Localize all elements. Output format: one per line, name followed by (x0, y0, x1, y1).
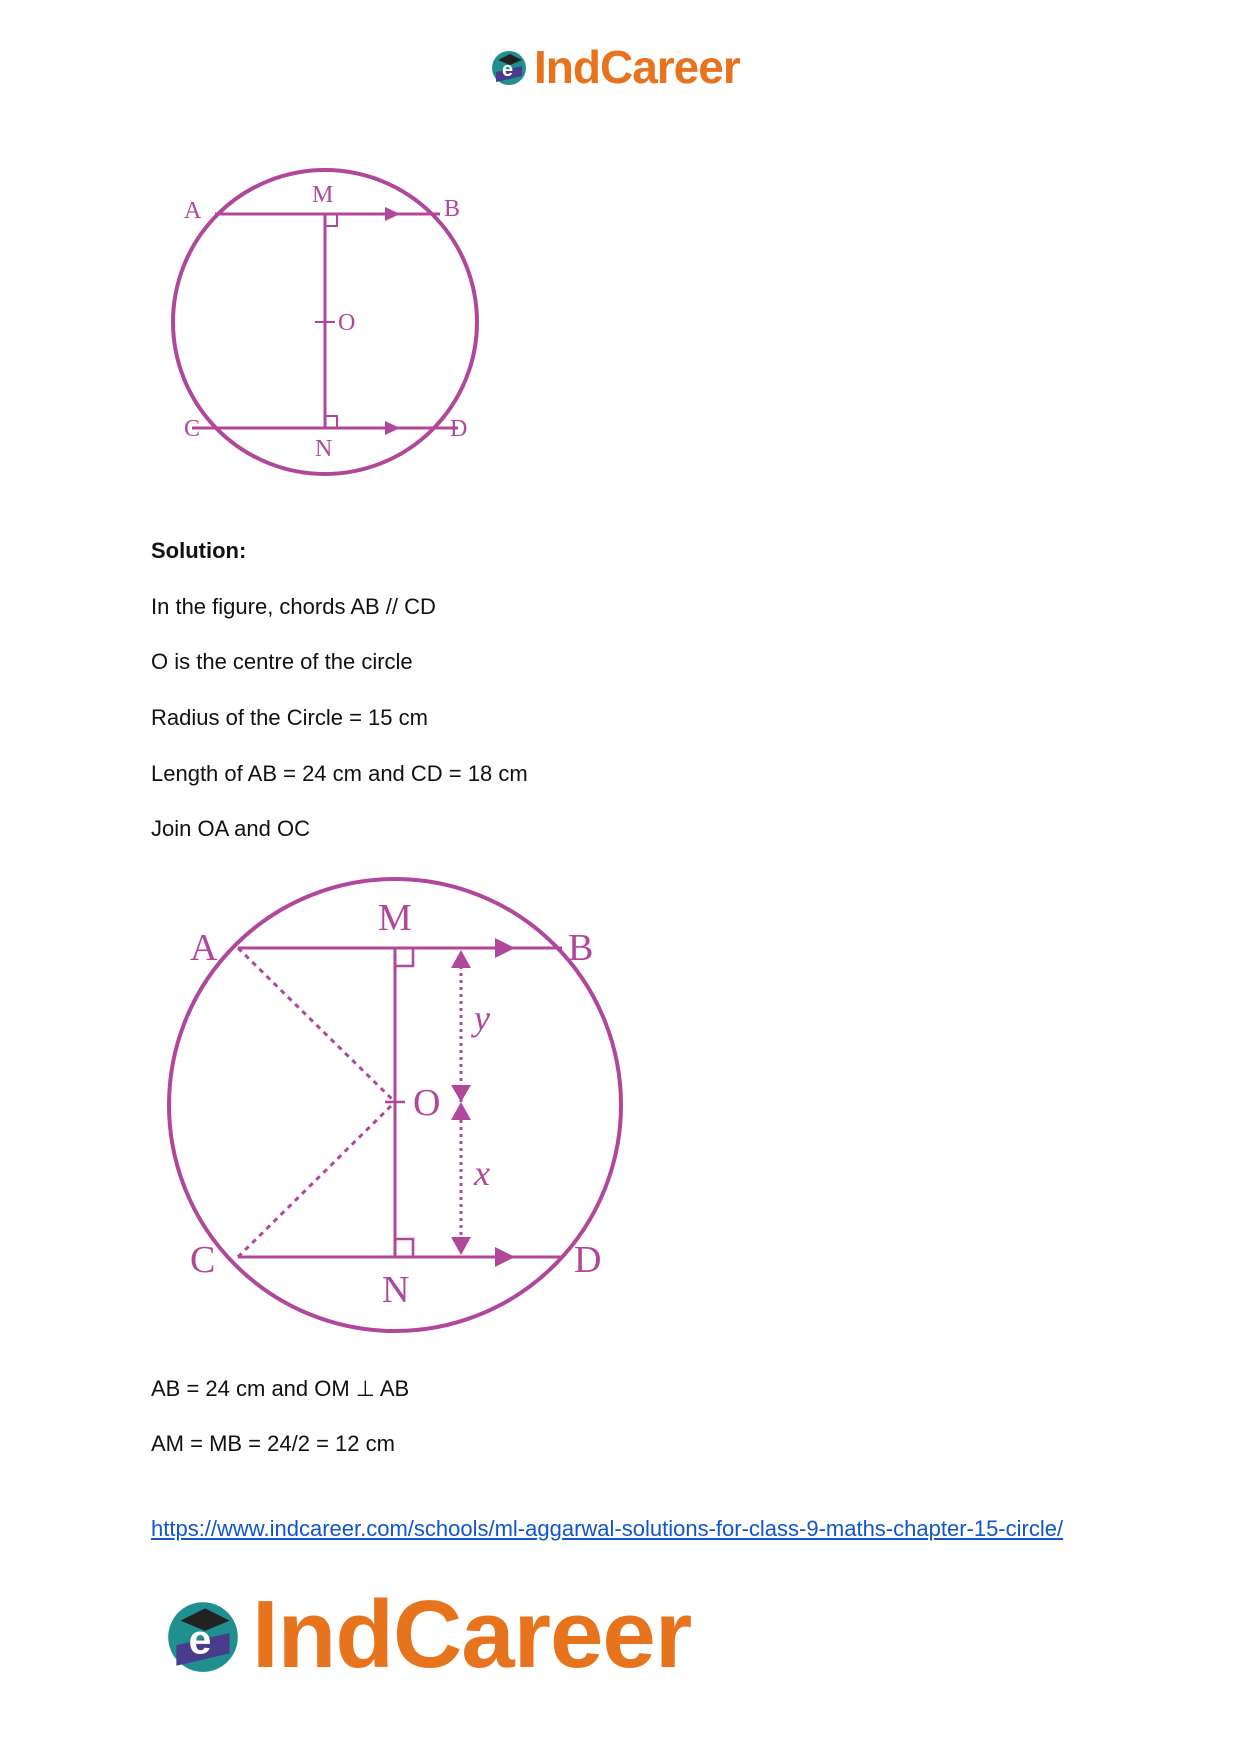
fig1-label-a: A (184, 198, 202, 224)
solution-line: AM = MB = 24/2 = 12 cm (151, 1431, 395, 1456)
fig2-label-x: x (474, 1153, 490, 1193)
fig1-label-o: O (338, 310, 356, 336)
fig1-label-b: B (444, 196, 461, 222)
fig1-label-m: M (312, 182, 334, 208)
brand-logo-bottom (160, 1580, 691, 1690)
source-link[interactable]: https://www.indcareer.com/schools/ml-aggarwal-solutions-for-class-9-maths-chapter-15-circle/ (151, 1516, 1064, 1541)
brand-logo-top (488, 40, 740, 94)
book-globe-icon (160, 1592, 246, 1678)
solution-line: Radius of the Circle = 15 cm (151, 705, 428, 730)
solution-line: In the figure, chords AB // CD (151, 594, 436, 619)
fig2-label-b: B (568, 927, 594, 969)
brand-name: IndCareer (252, 1581, 692, 1688)
solution-heading: Solution: (151, 538, 247, 563)
fig2-label-d: D (574, 1239, 602, 1281)
fig2-label-c: C (190, 1239, 216, 1281)
figure-circle-chords (160, 150, 500, 490)
brand-name: IndCareer (534, 41, 740, 93)
solution-line: Join OA and OC (151, 816, 310, 841)
fig2-label-m: M (378, 897, 412, 939)
fig1-label-c: C (184, 416, 201, 442)
solution-line: Length of AB = 24 cm and CD = 18 cm (151, 761, 528, 786)
svg-text:e: e (188, 1616, 212, 1663)
fig1-label-d: D (450, 416, 468, 442)
fig2-label-y: y (474, 998, 490, 1038)
fig2-label-o: O (413, 1082, 441, 1124)
book-globe-icon (488, 46, 530, 88)
figure-circle-construction (160, 870, 640, 1340)
solution-line: O is the centre of the circle (151, 649, 413, 674)
fig2-label-a: A (190, 927, 218, 969)
svg-text:e: e (502, 59, 514, 81)
fig2-label-n: N (382, 1269, 410, 1311)
solution-line: AB = 24 cm and OM ⊥ AB (151, 1376, 410, 1401)
fig1-label-n: N (315, 436, 333, 462)
